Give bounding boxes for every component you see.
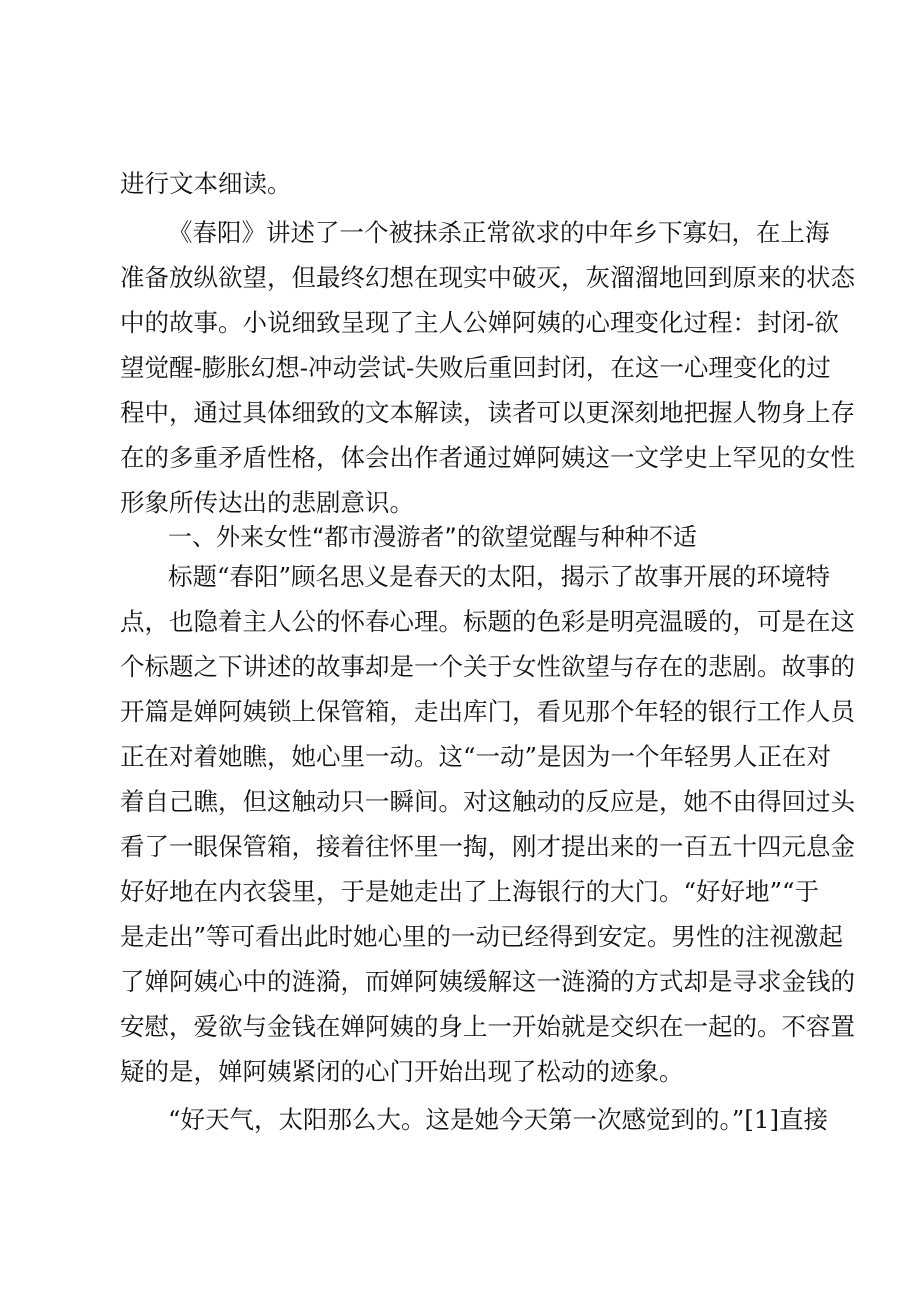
- text-line: 准备放纵欲望，但最终幻想在现实中破灭，灰溜溜地回到原来的状态: [120, 263, 855, 292]
- text-line: 形象所传达出的悲剧意识。: [120, 488, 414, 517]
- text-line: 正在对着她瞧，她心里一动。这“一动”是因为一个年轻男人正在对: [120, 742, 832, 771]
- text-line: 了婵阿姨心中的涟漪，而婵阿姨缓解这一涟漪的方式却是寻求金钱的: [120, 967, 855, 996]
- text-line: “好天气，太阳那么大。这是她今天第一次感觉到的。”[1]直接: [168, 1105, 829, 1134]
- text-line: 是走出”等可看出此时她心里的一动已经得到安定。男性的注视激起: [120, 922, 844, 951]
- text-line: 点，也隐着主人公的怀春心理。标题的色彩是明亮温暖的，可是在这: [120, 607, 855, 636]
- text-line: 着自己瞧，但这触动只一瞬间。对这触动的反应是，她不由得回过头: [120, 787, 855, 816]
- text-line: 开篇是婵阿姨锁上保管箱，走出库门，看见那个年轻的银行工作人员: [120, 697, 855, 726]
- text-line: 安慰，爱欲与金钱在婵阿姨的身上一开始就是交织在一起的。不容置: [120, 1012, 855, 1041]
- text-line: 好好地在内衣袋里，于是她走出了上海银行的大门。“好好地”“于: [120, 877, 820, 906]
- text-line: 程中，通过具体细致的文本解读，读者可以更深刻地把握人物身上存: [120, 398, 855, 427]
- text-line: 标题“春阳”顾名思义是春天的太阳，揭示了故事开展的环境特: [168, 562, 831, 591]
- text-line: 进行文本细读。: [120, 169, 292, 198]
- text-line: 看了一眼保管箱，接着往怀里一掏，刚才提出来的一百五十四元息金: [120, 832, 855, 861]
- text-line: 望觉醒-膨胀幻想-冲动尝试-失败后重回封闭，在这一心理变化的过: [120, 353, 831, 382]
- section-heading: 一、外来女性“都市漫游者”的欲望觉醒与种种不适: [168, 523, 697, 551]
- text-line: 疑的是，婵阿姨紧闭的心门开始出现了松动的迹象。: [120, 1057, 684, 1086]
- text-line: 个标题之下讲述的故事却是一个关于女性欲望与存在的悲剧。故事的: [120, 652, 855, 681]
- text-line: 《春阳》讲述了一个被抹杀正常欲求的中年乡下寡妇，在上海: [168, 218, 830, 247]
- text-line: 中的故事。小说细致呈现了主人公婵阿姨的心理变化过程：封闭-欲: [120, 308, 839, 337]
- text-line: 在的多重矛盾性格，体会出作者通过婵阿姨这一文学史上罕见的女性: [120, 443, 855, 472]
